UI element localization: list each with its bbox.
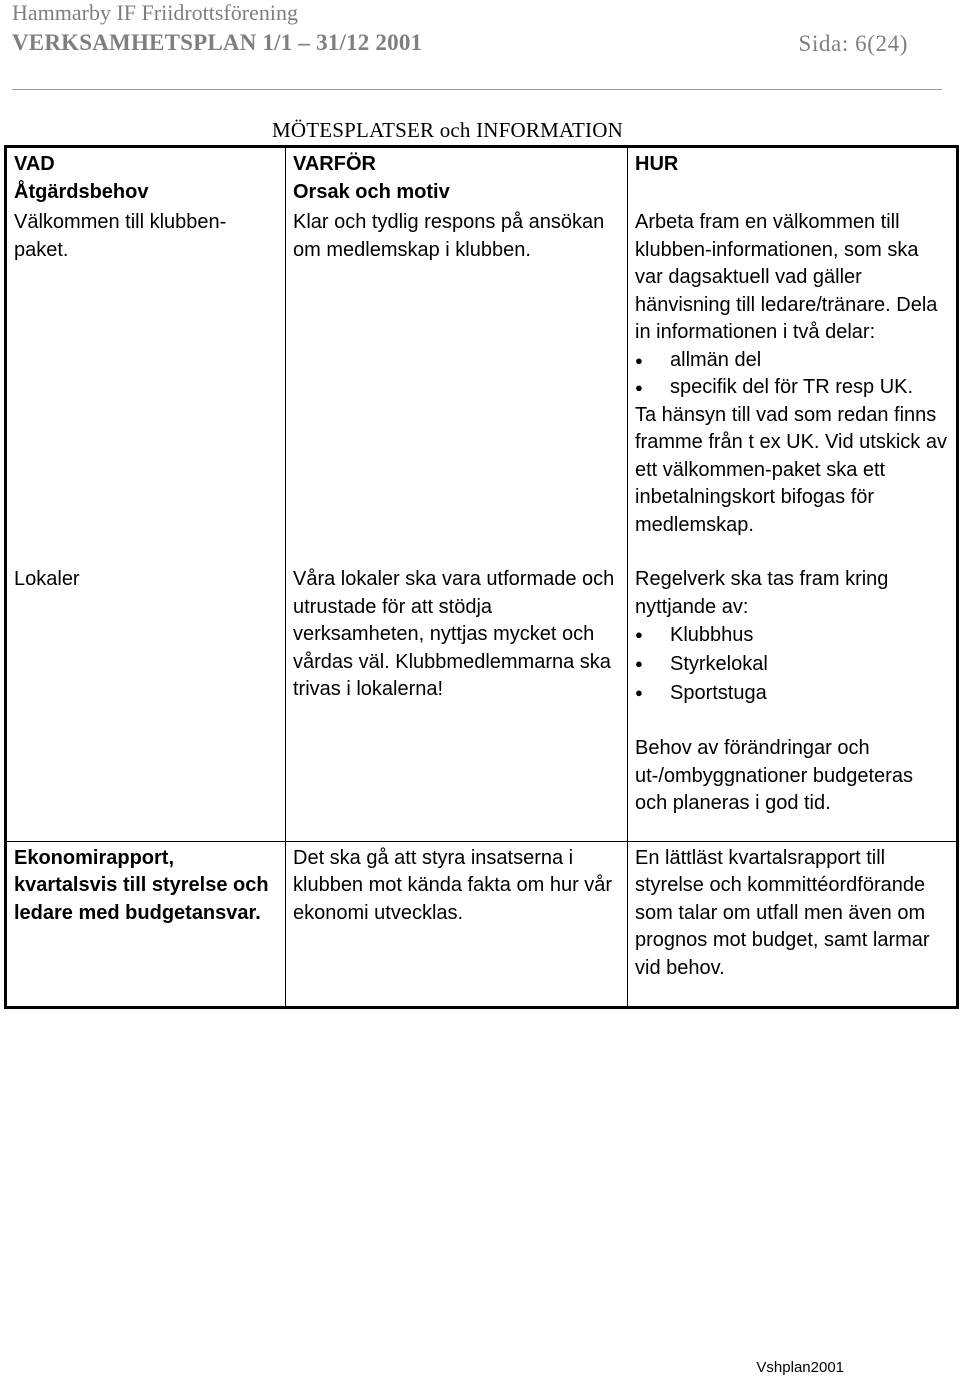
organization-name: Hammarby IF Friidrottsförening [12,0,298,25]
row-varfor-cell [286,563,628,841]
list-item: ● allmän del [635,347,948,375]
table-header-row [6,147,958,207]
header-vad-title: VAD [14,153,55,175]
header-divider [12,89,942,90]
header-hur [628,147,958,207]
row-vad-text: Ekonomirapport, kvartalsvis till styrelse och ledare med budgetansvar. [14,846,269,924]
header-vad [6,147,286,207]
section-title: MÖTESPLATSER och INFORMATION [272,118,623,142]
table-row [6,841,958,1008]
plan-title: VERKSAMHETSPLAN 1/1 – 31/12 2001 [12,30,423,55]
row-hur-intro: Arbeta fram en välkommen till klubben-informationen, som ska var dagsaktuell vad gäller hänvisning till ledare/tränare. Dela in informationen i två delar: [635,211,938,343]
list-item: ● specifik del för TR resp UK. [635,374,948,402]
header-varfor [286,147,628,207]
footer-doc-id: Vshplan2001 [756,1359,844,1376]
row-hur-after: Ta hänsyn till vad som redan finns framme från t ex UK. Vid utskick av ett välkommen-paket ska ett inbetalningskort bifogas för medlemskap. [635,403,947,536]
table-row [6,563,958,841]
row-vad-cell [6,206,286,563]
header-vad-subtitle: Åtgärdsbehov [14,180,149,203]
row-hur-after: Behov av förändringar och ut-/ombyggnationer budgeteras och planeras i god tid. [635,737,913,814]
row-varfor-text: Det ska gå att styra insatserna i klubben mot kända fakta om hur vår ekonomi utvecklas. [293,846,613,924]
header-hur-title: HUR [635,153,679,175]
row-vad-text: Välkommen till klubben-paket. [14,211,227,261]
header-varfor-title: VARFÖR [293,153,376,175]
list-item: ● Sportstuga [635,679,948,708]
row-varfor-text: Klar och tydlig respons på ansökan om medlemskap i klubben. [293,211,605,261]
row-hur-text: En lättläst kvartalsrapport till styrelse och kommittéordförande som talar om utfall men även om prognos mot budget, samt larmar vid behov. [635,846,930,979]
row-hur-cell [628,206,958,563]
table-row [6,206,958,563]
plan-table [4,145,959,1009]
row-vad-text: Lokaler [14,568,80,590]
row-vad-cell [6,563,286,841]
row-hur-cell [628,841,958,1008]
spacer [635,708,948,735]
row-varfor-text: Våra lokaler ska vara utformade och utrustade för att stödja verksamheten, nyttjas mycket och vårdas väl. Klubbmedlemmarna ska trivas i lokalerna! [293,568,615,700]
row-hur-list [635,347,948,402]
row-hur-intro: Regelverk ska tas fram kring nyttjande av: [635,568,889,618]
row-hur-cell [628,563,958,841]
header-varfor-subtitle: Orsak och motiv [293,180,450,203]
row-varfor-cell [286,206,628,563]
list-item: ● Klubbhus [635,621,948,650]
row-hur-list [635,621,948,708]
list-item: ● Styrkelokal [635,650,948,679]
row-varfor-cell [286,841,628,1008]
row-vad-cell [6,841,286,1008]
page-number: Sida: 6(24) [798,31,908,56]
